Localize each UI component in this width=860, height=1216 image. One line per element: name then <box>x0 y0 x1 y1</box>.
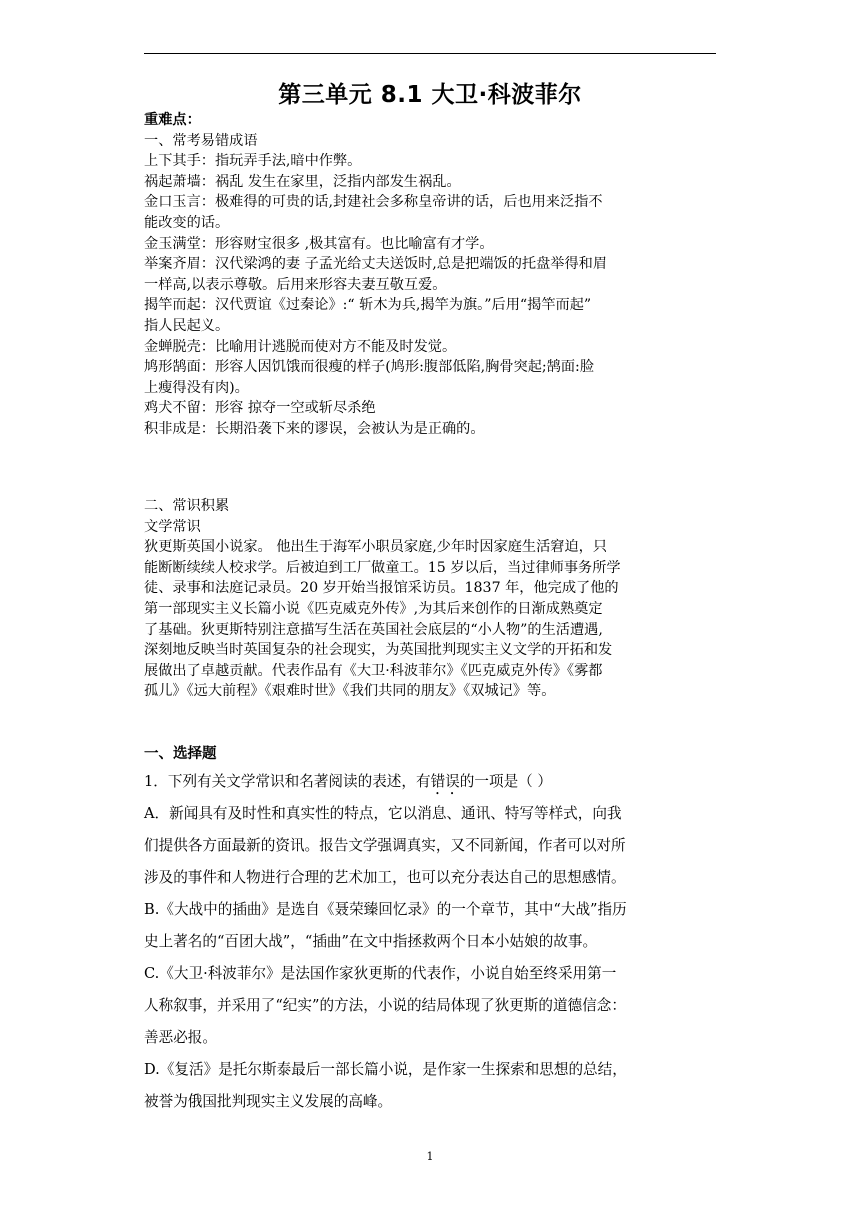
question-option-line: 人称叙事，并采用了“纪实”的方法，小说的结局体现了狄更斯的道德信念： <box>144 997 626 1014</box>
idiom-line: 上瘦得没有肉)。 <box>144 379 249 396</box>
literary-knowledge-line: 孤儿》《远大前程》《艰难时世》《我们共同的朋友》《双城记》等。 <box>144 683 556 700</box>
question-options <box>144 798 716 1118</box>
idiom-line: 金口玉言：极难得的可贵的话,封建社会多称皇帝讲的话，后也用来泛指不 <box>144 194 603 211</box>
idiom-list <box>144 151 716 439</box>
question-stem-start: 1．下列有关文学常识和名著阅读的表述，有 <box>144 773 431 790</box>
idioms-heading: 一、常考易错成语 <box>144 132 258 149</box>
literary-knowledge-heading: 文学常识 <box>144 518 201 535</box>
knowledge-heading: 二、常识积累 <box>144 498 230 514</box>
question-option-line: A．新闻具有及时性和真实性的特点，它以消息、通讯、特写等样式，向我 <box>144 805 622 822</box>
question-option-line: 被誉为俄国批判现实主义发展的高峰。 <box>144 1093 393 1110</box>
idiom-line: 举案齐眉：汉代梁鸿的妻 子孟光给丈夫送饭时,总是把端饭的托盘举得和眉 <box>144 256 608 273</box>
idiom-line: 揭竿而起：汉代贾谊《过秦论》:“ 斩木为兵,揭竿为旗。”后用“揭竿而起” <box>144 297 592 314</box>
idiom-line: 祸起萧墙：祸乱 发生在家里，泛指内部发生祸乱。 <box>144 173 461 190</box>
literary-knowledge-line: 展做出了卓越贡献。代表作品有《大卫·科波菲尔》《匹克威克外传》《雾都 <box>144 662 603 679</box>
question-option-line: 涉及的事件和人物进行合理的艺术加工，也可以充分表达自己的思想感情。 <box>144 869 626 886</box>
idiom-line: 金玉满堂：形容财宝很多 ,极其富有。也比喻富有才学。 <box>144 235 494 252</box>
page-title: 第三单元 8.1 大卫·科波菲尔 <box>278 82 582 108</box>
literary-knowledge-text <box>144 537 716 702</box>
idiom-line: 上下其手：指玩弄手法,暗中作弊。 <box>144 153 362 170</box>
question-option-line: 善恶必报。 <box>144 1029 217 1046</box>
page-number: 1 <box>426 1150 434 1163</box>
key-points-heading: 重难点： <box>144 112 201 128</box>
question-stem-end: 的一项是（ ） <box>459 773 552 790</box>
idiom-line: 金蝉脱壳：比喻用计逃脱而使对方不能及时发觉。 <box>144 338 457 355</box>
literary-knowledge-line: 第一部现实主义长篇小说《匹克威克外传》,为其后来创作的日渐成熟奠定 <box>144 600 603 617</box>
question-option-line: B.《大战中的插曲》是选自《聂荣臻回忆录》的一个章节，其中“大战”指历 <box>144 901 627 918</box>
idiom-line: 一样高,以表示尊敬。后用来形容夫妻互敬互爱。 <box>144 276 447 293</box>
multiple-choice-heading: 一、选择题 <box>144 746 217 762</box>
literary-knowledge-line: 深刻地反映当时英国复杂的社会现实，为英国批判现实主义文学的开拓和发 <box>144 642 613 659</box>
idiom-line: 指人民起义。 <box>144 317 230 334</box>
question-stem-emphasis: 错误 <box>430 773 460 790</box>
literary-knowledge-line: 能断断续续人校求学。后被迫到工厂做童工。15 岁以后，当过律师事务所学 <box>144 559 621 576</box>
literary-knowledge-line: 狄更斯英国小说家。 他出生于海军小职员家庭,少年时因家庭生活窘迫，只 <box>144 539 608 556</box>
literary-knowledge-line: 徒、录事和法庭记录员。20 岁开始当报馆采访员。1837 年，他完成了他的 <box>144 580 619 597</box>
question-option-line: C.《大卫·科波菲尔》是法国作家狄更斯的代表作，小说自始至终采用第一 <box>144 965 617 982</box>
idiom-line: 鸠形鹄面：形容人因饥饿而很瘦的样子(鸠形:腹部低陷,胸骨突起;鹄面:脸 <box>144 359 595 376</box>
key-points-section <box>144 110 716 440</box>
idiom-line: 鸡犬不留：形容 掠夺一空或斩尽杀绝 <box>144 400 376 417</box>
multiple-choice-section <box>144 742 716 1118</box>
question-option-line: 史上著名的“百团大战”，“插曲”在文中指拯救两个日本小姑娘的故事。 <box>144 933 598 950</box>
idiom-line: 能改变的话。 <box>144 214 230 231</box>
knowledge-section <box>144 496 716 702</box>
question-option-line: 们提供各方面最新的资讯。报告文学强调真实，又不同新闻，作者可以对所 <box>144 837 626 854</box>
question-stem <box>144 766 716 798</box>
literary-knowledge-line: 了基础。狄更斯特别注意描写生活在英国社会底层的“小人物”的生活遭遇, <box>144 621 603 638</box>
idiom-line: 积非成是：长期沿袭下来的谬误，会被认为是正确的。 <box>144 420 485 437</box>
question-option-line: D.《复活》是托尔斯泰最后一部长篇小说，是作家一生探索和思想的总结， <box>144 1061 627 1078</box>
header-rule <box>144 53 716 54</box>
